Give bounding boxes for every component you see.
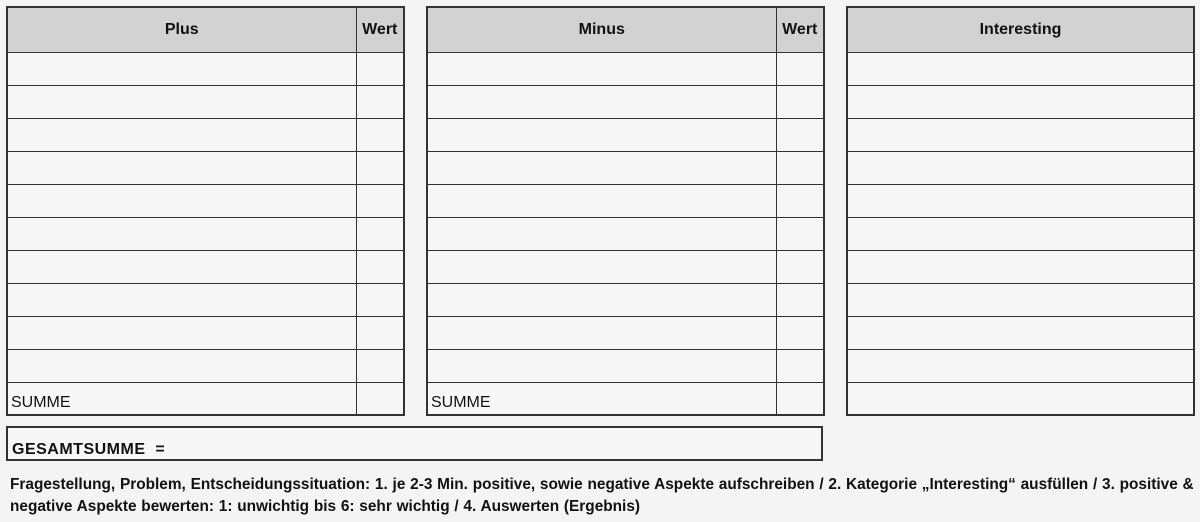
interesting-entry-cell[interactable]: [847, 316, 1194, 349]
gesamtsumme-label: GESAMTSUMME =: [12, 441, 166, 458]
gesamtsumme-field[interactable]: [6, 426, 823, 461]
minus-entry-cell[interactable]: [427, 52, 776, 85]
plus-entry-cell[interactable]: [7, 52, 356, 85]
plus-wert-cell[interactable]: [356, 283, 404, 316]
plus-entry-cell[interactable]: [7, 283, 356, 316]
plus-entry-cell[interactable]: [7, 151, 356, 184]
minus-table: [426, 6, 825, 416]
plus-wert-cell[interactable]: [356, 217, 404, 250]
minus-wert-cell[interactable]: [776, 349, 824, 382]
minus-entry-cell[interactable]: [427, 184, 776, 217]
interesting-entry-cell[interactable]: [847, 184, 1194, 217]
plus-wert-cell[interactable]: [356, 316, 404, 349]
minus-entry-cell[interactable]: [427, 118, 776, 151]
minus-entry-cell[interactable]: [427, 283, 776, 316]
minus-entry-cell[interactable]: [427, 217, 776, 250]
minus-wert-cell[interactable]: [776, 316, 824, 349]
interesting-entry-cell[interactable]: [847, 85, 1194, 118]
interesting-entry-cell[interactable]: [847, 217, 1194, 250]
plus-entry-cell[interactable]: [7, 250, 356, 283]
minus-wert-cell[interactable]: [776, 283, 824, 316]
minus-entry-cell[interactable]: [427, 250, 776, 283]
plus-wert-cell[interactable]: [356, 118, 404, 151]
minus-wert-cell[interactable]: [776, 184, 824, 217]
minus-wert-header: Wert: [776, 7, 824, 52]
plus-entry-cell[interactable]: [7, 85, 356, 118]
minus-entry-cell[interactable]: [427, 85, 776, 118]
plus-entry-cell[interactable]: [7, 349, 356, 382]
plus-entry-cell[interactable]: [7, 184, 356, 217]
plus-entry-cell[interactable]: [7, 118, 356, 151]
plus-wert-cell[interactable]: [356, 250, 404, 283]
minus-entry-cell[interactable]: [427, 316, 776, 349]
plus-wert-cell[interactable]: [356, 349, 404, 382]
plus-header: Plus: [7, 7, 356, 52]
interesting-entry-cell[interactable]: [847, 349, 1194, 382]
interesting-table: [846, 6, 1195, 416]
plus-table: [6, 6, 405, 416]
interesting-entry-cell[interactable]: [847, 382, 1194, 415]
plus-entry-cell[interactable]: [7, 316, 356, 349]
minus-summe-label: SUMME: [427, 382, 776, 415]
plus-wert-cell[interactable]: [356, 151, 404, 184]
minus-entry-cell[interactable]: [427, 349, 776, 382]
interesting-entry-cell[interactable]: [847, 118, 1194, 151]
interesting-header: Interesting: [847, 7, 1194, 52]
plus-wert-cell[interactable]: [356, 85, 404, 118]
minus-header: Minus: [427, 7, 776, 52]
minus-wert-cell[interactable]: [776, 52, 824, 85]
plus-wert-cell[interactable]: [356, 52, 404, 85]
plus-entry-cell[interactable]: [7, 217, 356, 250]
interesting-entry-cell[interactable]: [847, 52, 1194, 85]
minus-entry-cell[interactable]: [427, 151, 776, 184]
minus-wert-cell[interactable]: [776, 85, 824, 118]
plus-summe-value-cell[interactable]: [356, 382, 404, 415]
interesting-entry-cell[interactable]: [847, 151, 1194, 184]
plus-wert-cell[interactable]: [356, 184, 404, 217]
interesting-entry-cell[interactable]: [847, 283, 1194, 316]
minus-summe-value-cell[interactable]: [776, 382, 824, 415]
plus-wert-header: Wert: [356, 7, 404, 52]
instructions-text: Fragestellung, Problem, Entscheidungssituation: 1. je 2-3 Min. positive, sowie negative Aspekte aufschreiben / 2. Kategorie „Interesting“ ausfüllen / 3. positive & negative Aspekte bewerten: 1: unwichtig bis 6: sehr wichtig / 4. Auswerten (Ergebnis): [10, 476, 1194, 515]
minus-wert-cell[interactable]: [776, 217, 824, 250]
plus-summe-label: SUMME: [7, 382, 356, 415]
interesting-entry-cell[interactable]: [847, 250, 1194, 283]
minus-wert-cell[interactable]: [776, 118, 824, 151]
minus-wert-cell[interactable]: [776, 151, 824, 184]
minus-wert-cell[interactable]: [776, 250, 824, 283]
